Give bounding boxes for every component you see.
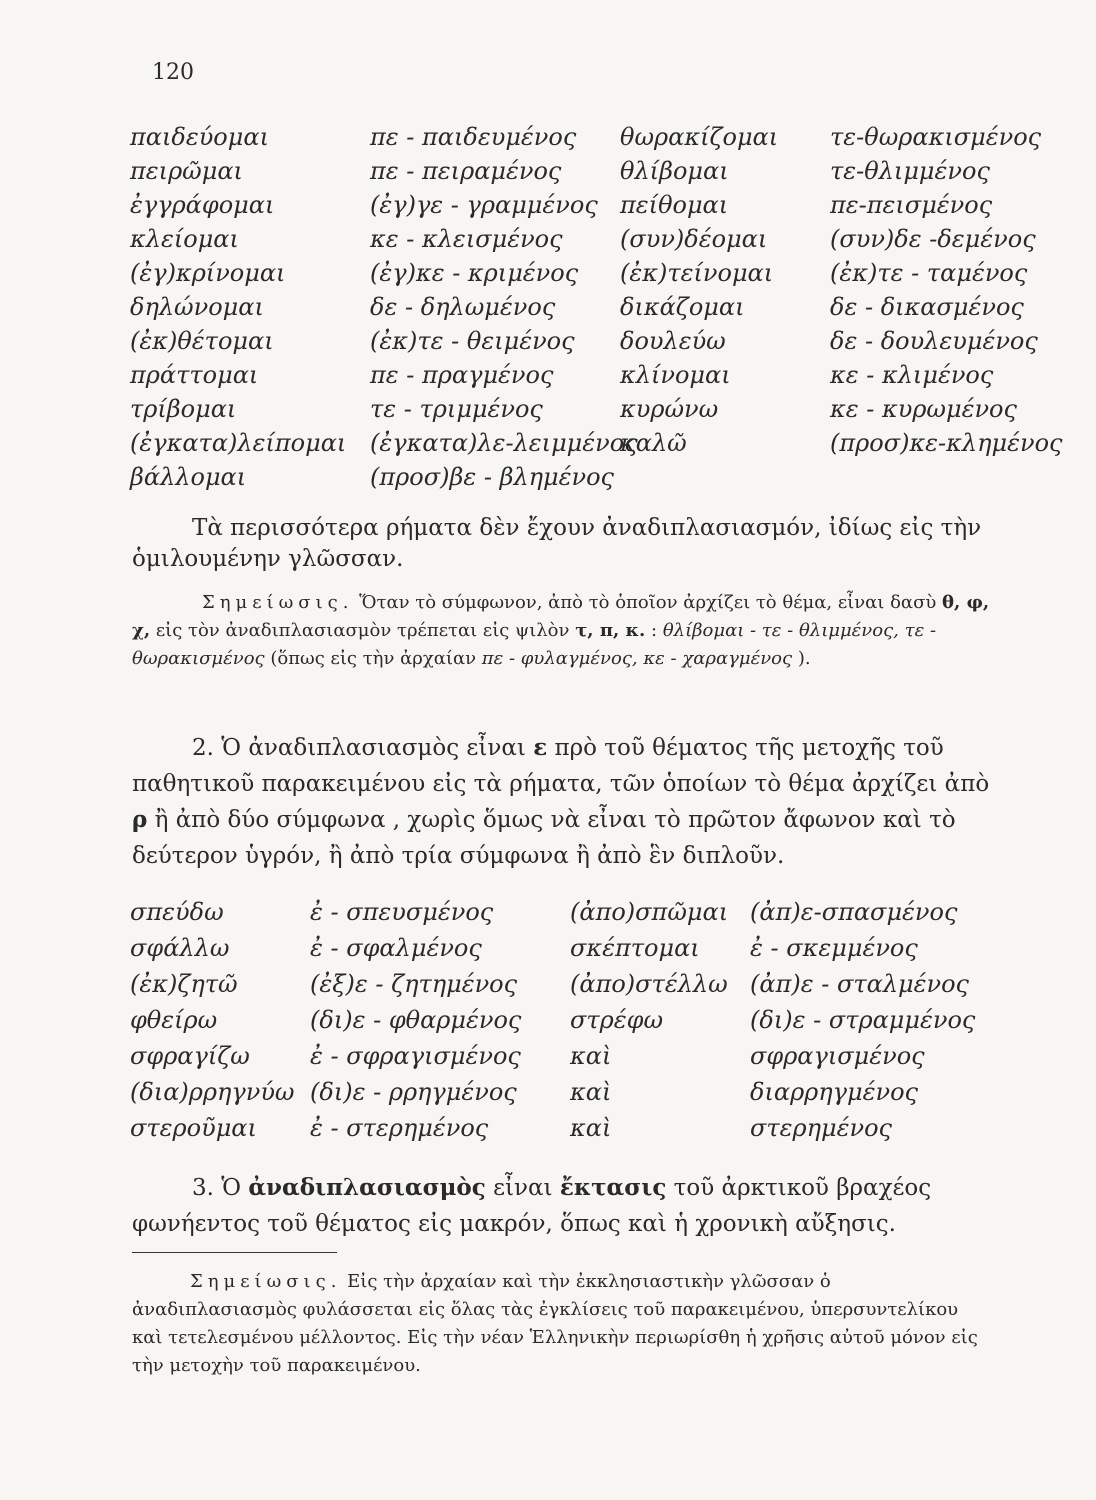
verb: (ἀπο)στέλλω bbox=[570, 970, 728, 998]
conjunction: καὶ bbox=[570, 1042, 612, 1070]
participle: πε-πεισμένος bbox=[830, 191, 993, 219]
paragraph-2 bbox=[132, 730, 990, 874]
verb: κυρώνω bbox=[620, 395, 719, 423]
text: πρὸ τοῦ θέματος τῆς μετοχῆς τοῦ παθητικοῦ παρακειμένου εἰς τὰ ρήματα, τῶν ὁποίων τὸ θέμα ἀρχίζει ἀπὸ bbox=[132, 735, 990, 797]
participle: κε - κυρωμένος bbox=[830, 395, 1017, 423]
footnote-divider bbox=[132, 1252, 337, 1253]
footnote bbox=[132, 1268, 990, 1380]
verb: (ἐγ)κρίνομαι bbox=[130, 259, 286, 287]
verb: πράττομαι bbox=[130, 361, 259, 389]
conjunction: καὶ bbox=[570, 1078, 612, 1106]
participle: στερημένος bbox=[750, 1114, 892, 1142]
verb: καλῶ bbox=[620, 429, 687, 457]
participle: (δι)ε - φθαρμένος bbox=[310, 1006, 522, 1034]
aspirates: θ, φ, χ, bbox=[132, 592, 990, 641]
verb: (ἐκ)τείνομαι bbox=[620, 259, 774, 287]
text: 2. Ὁ ἀναδιπλασιασμὸς εἶναι bbox=[192, 735, 534, 761]
term-lengthening: ἔκτασις bbox=[559, 1174, 667, 1201]
verb: (ἀπο)σπῶμαι bbox=[570, 898, 729, 926]
letter-r: ρ bbox=[132, 806, 148, 833]
participle: τε - τριμμένος bbox=[370, 395, 543, 423]
participle: τε-θλιμμένος bbox=[830, 157, 990, 185]
participle: (ἐξ)ε - ζητημένος bbox=[310, 970, 518, 998]
participle: (δι)ε - ρρηγμένος bbox=[310, 1078, 517, 1106]
note-text: : bbox=[645, 620, 663, 641]
example: πε - φυλαγμένος, κε - χαραγμένος bbox=[481, 648, 793, 669]
participle: ἐ - στερημένος bbox=[310, 1114, 489, 1142]
tenues: τ, π, κ. bbox=[575, 620, 646, 641]
verb: παιδεύομαι bbox=[130, 123, 269, 151]
note-text: (ὅπως εἰς τὴν ἀρχαίαν bbox=[264, 648, 482, 669]
participle: (προσ)κε-κλημένος bbox=[830, 429, 1063, 457]
participle: ἐ - σκεμμένος bbox=[750, 934, 918, 962]
paragraph-3 bbox=[132, 1170, 990, 1242]
verb: σφάλλω bbox=[130, 934, 230, 962]
verb: δικάζομαι bbox=[620, 293, 745, 321]
verb: δουλεύω bbox=[620, 327, 726, 355]
verb: φθείρω bbox=[130, 1006, 218, 1034]
verb: (δια)ρρηγνύω bbox=[130, 1078, 295, 1106]
participle: κε - κλεισμένος bbox=[370, 225, 563, 253]
verb: στρέφω bbox=[570, 1006, 664, 1034]
participle: ἐ - σφραγισμένος bbox=[310, 1042, 521, 1070]
page-number: 120 bbox=[152, 60, 194, 85]
verb: σπεύδω bbox=[130, 898, 224, 926]
footnote-label: Σημείωσις. bbox=[190, 1271, 342, 1292]
participle: (ἐγκατα)λε-λειμμένος bbox=[370, 429, 638, 457]
footnote-text: Εἰς τὴν ἀρχαίαν καὶ τὴν ἐκκλησιαστικὴν γλῶσσαν ὁ ἀναδιπλασιασμὸς φυλάσσεται εἰς ὅλας τὰς ἐγκλίσεις τοῦ παρακειμένου, ὑπερσυντελίκου καὶ τετελεσμένου μέλλοντος. Εἰς τὴν νέαν Ἑλληνικὴν περιωρίσθη ἡ χρῆσις αὐτοῦ μόνον εἰς τὴν μετοχὴν τοῦ παρακειμένου. bbox=[132, 1271, 978, 1376]
verb: σκέπτομαι bbox=[570, 934, 700, 962]
letter-e: ε bbox=[533, 734, 548, 761]
verb: τρίβομαι bbox=[130, 395, 237, 423]
participle: πε - πειραμένος bbox=[370, 157, 562, 185]
verb: κλείομαι bbox=[130, 225, 239, 253]
verb: σφραγίζω bbox=[130, 1042, 250, 1070]
verb: στεροῦμαι bbox=[130, 1114, 257, 1142]
participle: τε-θωρακισμένος bbox=[830, 123, 1042, 151]
verb: πείθομαι bbox=[620, 191, 729, 219]
participle: (ἐγ)κε - κριμένος bbox=[370, 259, 579, 287]
text: εἶναι bbox=[485, 1175, 560, 1201]
participle: (ἐκ)τε - ταμένος bbox=[830, 259, 1028, 287]
example: θλίβομαι - τε - θλιμμένος, τε - θωρακισμένος bbox=[132, 620, 937, 669]
verb: ἐγγράφομαι bbox=[130, 191, 275, 219]
participle: πε - παιδευμένος bbox=[370, 123, 577, 151]
participle: δε - δικασμένος bbox=[830, 293, 1024, 321]
verb: (ἐγκατα)λείπομαι bbox=[130, 429, 347, 457]
participle: (ἀπ)ε-σπασμένος bbox=[750, 898, 958, 926]
verb: θλίβομαι bbox=[620, 157, 729, 185]
conjunction: καὶ bbox=[570, 1114, 612, 1142]
participle: δε - δουλευμένος bbox=[830, 327, 1038, 355]
participle: δε - δηλωμένος bbox=[370, 293, 556, 321]
paragraph-main: Τὰ περισσότερα ρήματα δὲν ἔχουν ἀναδιπλασιασμόν, ἰδίως εἰς τὴν ὁμιλουμένην γλῶσσαν. bbox=[132, 515, 982, 572]
participle: κε - κλιμένος bbox=[830, 361, 994, 389]
text: ἢ ἀπὸ δύο σύμφωνα , χωρὶς ὅμως νὰ εἶναι τὸ πρῶτον ἄφωνον καὶ τὸ δεύτερον ὑγρόν, ἢ ἀπὸ τρία σύμφωνα ἢ ἀπὸ ἓν διπλοῦν. bbox=[132, 807, 956, 869]
participle: ἐ - σφαλμένος bbox=[310, 934, 482, 962]
note-text: ). bbox=[792, 648, 811, 669]
participle: (δι)ε - στραμμένος bbox=[750, 1006, 976, 1034]
term-reduplication: ἀναδιπλασιασμὸς bbox=[248, 1174, 486, 1201]
verb: θωρακίζομαι bbox=[620, 123, 779, 151]
participle: (ἀπ)ε - σταλμένος bbox=[750, 970, 969, 998]
participle: σφραγισμένος bbox=[750, 1042, 925, 1070]
note-label: Σημείωσις. bbox=[202, 592, 354, 613]
verb: (συν)δέομαι bbox=[620, 225, 768, 253]
verb: (ἐκ)θέτομαι bbox=[130, 327, 274, 355]
participle: ἐ - σπευσμένος bbox=[310, 898, 494, 926]
note-text: εἰς τὸν ἀναδιπλασιασμὸν τρέπεται εἰς ψιλὸν bbox=[150, 620, 576, 641]
participle: (ἐγ)γε - γραμμένος bbox=[370, 191, 598, 219]
note-text: Ὅταν τὸ σύμφωνον, ἀπὸ τὸ ὁποῖον ἀρχίζει τὸ θέμα, εἶναι δασὺ bbox=[353, 592, 943, 613]
participle: πε - πραγμένος bbox=[370, 361, 554, 389]
participle: (συν)δε -δεμένος bbox=[830, 225, 1036, 253]
text: τοῦ ἀρκτικοῦ βραχέος φωνήεντος τοῦ θέματος εἰς μακρόν, ὅπως καὶ ἡ χρονικὴ αὔξησις. bbox=[132, 1175, 932, 1237]
participle: διαρρηγμένος bbox=[750, 1078, 918, 1106]
verb: βάλλομαι bbox=[130, 463, 247, 491]
participle: (ἐκ)τε - θειμένος bbox=[370, 327, 575, 355]
note-1 bbox=[132, 589, 990, 673]
verb: πειρῶμαι bbox=[130, 157, 243, 185]
verb: (ἐκ)ζητῶ bbox=[130, 970, 238, 998]
text: 3. Ὁ bbox=[192, 1175, 249, 1201]
verb: κλίνομαι bbox=[620, 361, 731, 389]
verb: δηλώνομαι bbox=[130, 293, 264, 321]
participle: (προσ)βε - βλημένος bbox=[370, 463, 614, 491]
